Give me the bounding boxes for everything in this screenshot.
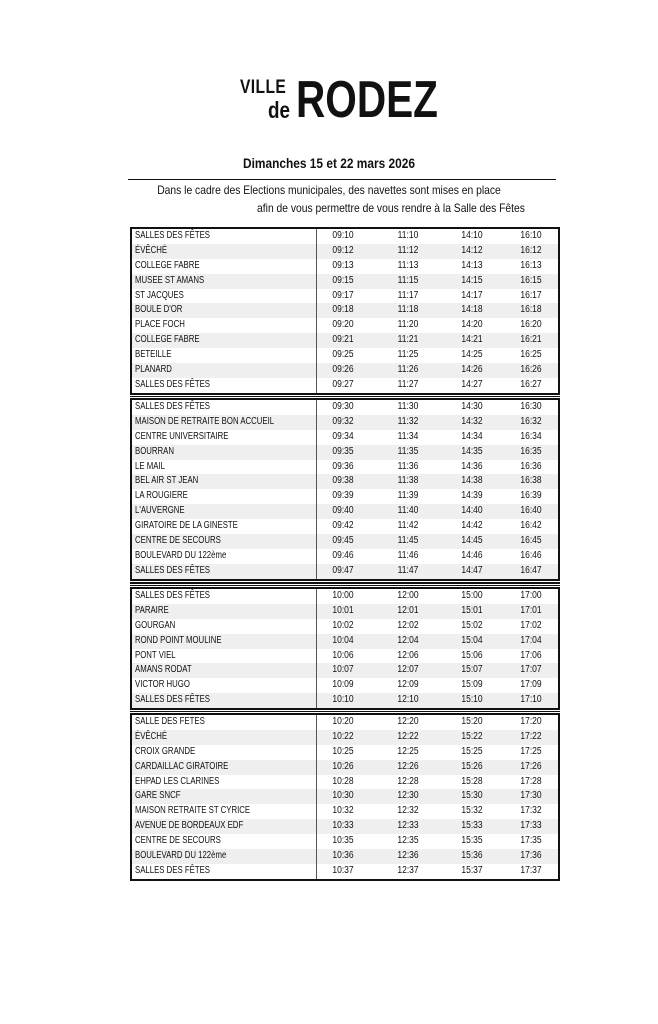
departure-time: 15:36 bbox=[461, 850, 483, 862]
departure-time: 16:39 bbox=[520, 490, 542, 502]
departure-time: 16:34 bbox=[520, 430, 542, 442]
departure-time: 11:18 bbox=[397, 304, 419, 316]
departure-time: 17:26 bbox=[520, 760, 542, 772]
departure-time: 16:38 bbox=[520, 475, 542, 487]
stop-name: BEL AIR ST JEAN bbox=[135, 475, 199, 487]
table-row bbox=[132, 549, 558, 564]
departure-time: 09:46 bbox=[332, 549, 354, 561]
stop-name: SALLES DES FÊTES bbox=[135, 864, 211, 876]
departure-time: 15:32 bbox=[461, 805, 483, 817]
departure-time: 12:07 bbox=[397, 664, 419, 676]
departure-time: 15:25 bbox=[461, 745, 483, 757]
departure-time: 11:40 bbox=[397, 505, 419, 517]
departure-time: 09:40 bbox=[332, 505, 354, 517]
intro-line-1: Dans le cadre des Elections municipales, des navettes sont mises en place bbox=[157, 183, 501, 197]
departure-time: 10:37 bbox=[332, 864, 354, 876]
departure-time: 09:25 bbox=[332, 349, 354, 361]
table-row bbox=[132, 693, 558, 708]
table-row bbox=[132, 229, 558, 244]
departure-time: 12:22 bbox=[397, 730, 419, 742]
stop-name: CENTRE DE SECOURS bbox=[135, 535, 221, 547]
table-row bbox=[132, 745, 558, 760]
departure-time: 12:25 bbox=[397, 745, 419, 757]
stop-name: SALLE DES FETES bbox=[135, 716, 205, 727]
departure-time: 09:13 bbox=[332, 259, 354, 271]
departure-time: 09:12 bbox=[332, 244, 354, 256]
table-row bbox=[132, 619, 558, 634]
departure-time: 15:10 bbox=[461, 694, 483, 706]
stop-name: BOULE D'OR bbox=[135, 304, 183, 316]
stop-name: BOURRAN bbox=[135, 445, 175, 457]
departure-time: 15:35 bbox=[461, 835, 483, 847]
table-row bbox=[132, 430, 558, 445]
stop-name: COLLEGE FABRE bbox=[135, 334, 200, 346]
departure-time: 16:12 bbox=[520, 244, 542, 256]
departure-time: 12:33 bbox=[397, 820, 419, 832]
departure-time: 09:26 bbox=[332, 364, 354, 376]
departure-time: 09:15 bbox=[332, 274, 354, 286]
departure-time: 09:30 bbox=[332, 401, 354, 412]
departure-time: 11:47 bbox=[397, 564, 419, 576]
departure-time: 16:46 bbox=[520, 549, 542, 561]
table-row bbox=[132, 678, 558, 693]
table-row bbox=[132, 534, 558, 549]
table-row bbox=[132, 589, 558, 604]
stop-name: MAISON RETRAITE ST CYRICE bbox=[135, 805, 251, 817]
table-row bbox=[132, 649, 558, 664]
departure-time: 17:36 bbox=[520, 850, 542, 862]
departure-time: 14:13 bbox=[461, 259, 483, 271]
departure-time: 14:46 bbox=[461, 549, 483, 561]
departure-time: 12:37 bbox=[397, 864, 419, 876]
departure-time: 16:17 bbox=[520, 289, 542, 301]
stop-name: MAISON DE RETRAITE BON ACCUEIL bbox=[135, 415, 275, 427]
departure-time: 16:30 bbox=[520, 401, 542, 412]
departure-time: 14:21 bbox=[461, 334, 483, 346]
departure-time: 14:10 bbox=[461, 230, 483, 241]
column-divider bbox=[316, 589, 317, 708]
departure-time: 14:27 bbox=[461, 378, 483, 390]
departure-time: 11:13 bbox=[397, 259, 419, 271]
table-row bbox=[132, 564, 558, 579]
departure-time: 16:20 bbox=[520, 319, 542, 331]
departure-time: 11:45 bbox=[397, 535, 419, 547]
departure-time: 17:37 bbox=[520, 864, 542, 876]
stop-name: PARAIRE bbox=[135, 604, 169, 616]
table-row bbox=[132, 363, 558, 378]
departure-time: 14:20 bbox=[461, 319, 483, 331]
table-row bbox=[132, 504, 558, 519]
departure-time: 09:21 bbox=[332, 334, 354, 346]
table-row bbox=[132, 715, 558, 730]
departure-time: 09:18 bbox=[332, 304, 354, 316]
departure-time: 14:15 bbox=[461, 274, 483, 286]
departure-time: 17:25 bbox=[520, 745, 542, 757]
departure-time: 11:12 bbox=[397, 244, 419, 256]
table-row bbox=[132, 604, 558, 619]
section-separator bbox=[130, 393, 560, 397]
departure-time: 11:42 bbox=[397, 520, 419, 532]
departure-time: 16:26 bbox=[520, 364, 542, 376]
departure-time: 17:04 bbox=[520, 634, 542, 646]
departure-time: 17:22 bbox=[520, 730, 542, 742]
table-row bbox=[132, 849, 558, 864]
departure-time: 14:12 bbox=[461, 244, 483, 256]
departure-time: 16:36 bbox=[520, 460, 542, 472]
departure-time: 16:32 bbox=[520, 415, 542, 427]
intro-line-2: afin de vous permettre de vous rendre à la Salle des Fêtes bbox=[257, 201, 525, 215]
departure-time: 09:27 bbox=[332, 378, 354, 390]
table-row bbox=[132, 775, 558, 790]
departure-time: 09:17 bbox=[332, 289, 354, 301]
departure-time: 12:20 bbox=[397, 716, 419, 727]
departure-time: 10:02 bbox=[332, 619, 354, 631]
table-row bbox=[132, 834, 558, 849]
table-row bbox=[132, 303, 558, 318]
section-separator bbox=[130, 582, 560, 586]
stop-name: COLLEGE FABRE bbox=[135, 259, 200, 271]
departure-time: 14:35 bbox=[461, 445, 483, 457]
route-table-2 bbox=[130, 398, 560, 581]
table-row bbox=[132, 400, 558, 415]
departure-time: 15:28 bbox=[461, 775, 483, 787]
departure-time: 09:39 bbox=[332, 490, 354, 502]
departure-time: 14:38 bbox=[461, 475, 483, 487]
departure-time: 14:47 bbox=[461, 564, 483, 576]
departure-time: 11:36 bbox=[397, 460, 419, 472]
departure-time: 10:09 bbox=[332, 679, 354, 691]
logo-rodez-text: RODEZ bbox=[296, 71, 438, 129]
stop-name: ROND POINT MOULINE bbox=[135, 634, 222, 646]
departure-time: 11:34 bbox=[397, 430, 419, 442]
departure-time: 15:00 bbox=[461, 590, 483, 601]
departure-time: 12:02 bbox=[397, 619, 419, 631]
stop-name: LE MAIL bbox=[135, 460, 165, 472]
departure-time: 17:35 bbox=[520, 835, 542, 847]
departure-time: 10:06 bbox=[332, 649, 354, 661]
table-row bbox=[132, 445, 558, 460]
departure-time: 16:40 bbox=[520, 505, 542, 517]
departure-time: 11:25 bbox=[397, 349, 419, 361]
departure-time: 17:09 bbox=[520, 679, 542, 691]
stop-name: BOULEVARD DU 122ème bbox=[135, 549, 227, 561]
stop-name: GOURGAN bbox=[135, 619, 176, 631]
table-row bbox=[132, 274, 558, 289]
departure-time: 12:06 bbox=[397, 649, 419, 661]
departure-time: 10:20 bbox=[332, 716, 354, 727]
departure-time: 14:26 bbox=[461, 364, 483, 376]
departure-time: 11:30 bbox=[397, 401, 419, 412]
departure-time: 14:45 bbox=[461, 535, 483, 547]
departure-time: 16:27 bbox=[520, 378, 542, 390]
departure-time: 11:26 bbox=[397, 364, 419, 376]
departure-time: 15:04 bbox=[461, 634, 483, 646]
departure-time: 11:46 bbox=[397, 549, 419, 561]
stop-name: ST JACQUES bbox=[135, 289, 184, 301]
table-row bbox=[132, 760, 558, 775]
table-row bbox=[132, 474, 558, 489]
departure-time: 10:07 bbox=[332, 664, 354, 676]
departure-time: 10:35 bbox=[332, 835, 354, 847]
departure-time: 15:20 bbox=[461, 716, 483, 727]
stop-name: PLANARD bbox=[135, 364, 172, 376]
departure-time: 12:30 bbox=[397, 790, 419, 802]
departure-time: 12:10 bbox=[397, 694, 419, 706]
table-row bbox=[132, 318, 558, 333]
table-row bbox=[132, 348, 558, 363]
departure-time: 10:04 bbox=[332, 634, 354, 646]
departure-time: 17:07 bbox=[520, 664, 542, 676]
departure-time: 11:32 bbox=[397, 415, 419, 427]
stop-name: CARDAILLAC GIRATOIRE bbox=[135, 760, 229, 772]
stop-name: PLACE FOCH bbox=[135, 319, 185, 331]
departure-time: 15:26 bbox=[461, 760, 483, 772]
departure-time: 12:00 bbox=[397, 590, 419, 601]
stop-name: SALLES DES FÊTES bbox=[135, 401, 211, 412]
departure-time: 09:47 bbox=[332, 564, 354, 576]
table-row bbox=[132, 259, 558, 274]
departure-time: 12:36 bbox=[397, 850, 419, 862]
stop-name: GIRATOIRE DE LA GINESTE bbox=[135, 520, 238, 532]
departure-time: 16:18 bbox=[520, 304, 542, 316]
departure-time: 17:10 bbox=[520, 694, 542, 706]
departure-time: 16:35 bbox=[520, 445, 542, 457]
departure-time: 14:34 bbox=[461, 430, 483, 442]
table-row bbox=[132, 378, 558, 393]
table-row bbox=[132, 289, 558, 304]
departure-time: 09:45 bbox=[332, 535, 354, 547]
departure-time: 09:32 bbox=[332, 415, 354, 427]
departure-time: 17:20 bbox=[520, 716, 542, 727]
departure-time: 14:18 bbox=[461, 304, 483, 316]
stop-name: SALLES DES FÊTES bbox=[135, 694, 211, 706]
departure-time: 17:01 bbox=[520, 604, 542, 616]
departure-time: 11:15 bbox=[397, 274, 419, 286]
stop-name: CENTRE DE SECOURS bbox=[135, 835, 221, 847]
departure-time: 10:36 bbox=[332, 850, 354, 862]
departure-time: 09:38 bbox=[332, 475, 354, 487]
stop-name: ÉVÊCHÉ bbox=[135, 244, 168, 256]
table-row bbox=[132, 333, 558, 348]
departure-time: 15:09 bbox=[461, 679, 483, 691]
stop-name: SALLES DES FÊTES bbox=[135, 590, 211, 601]
departure-time: 09:20 bbox=[332, 319, 354, 331]
departure-time: 10:32 bbox=[332, 805, 354, 817]
departure-time: 10:30 bbox=[332, 790, 354, 802]
departure-time: 14:17 bbox=[461, 289, 483, 301]
departure-time: 11:21 bbox=[397, 334, 419, 346]
departure-time: 16:25 bbox=[520, 349, 542, 361]
stop-name: EHPAD LES CLARINES bbox=[135, 775, 220, 787]
section-separator bbox=[130, 708, 560, 712]
departure-time: 09:36 bbox=[332, 460, 354, 472]
departure-time: 10:33 bbox=[332, 820, 354, 832]
departure-time: 16:21 bbox=[520, 334, 542, 346]
departure-time: 10:10 bbox=[332, 694, 354, 706]
table-row bbox=[132, 489, 558, 504]
departure-time: 12:28 bbox=[397, 775, 419, 787]
stop-name: ÉVÊCHÉ bbox=[135, 730, 168, 742]
departure-time: 17:28 bbox=[520, 775, 542, 787]
route-table-4 bbox=[130, 713, 560, 881]
table-row bbox=[132, 415, 558, 430]
departure-time: 16:10 bbox=[520, 230, 542, 241]
departure-time: 14:40 bbox=[461, 505, 483, 517]
departure-time: 09:34 bbox=[332, 430, 354, 442]
departure-time: 15:06 bbox=[461, 649, 483, 661]
stop-name: AVENUE DE BORDEAUX EDF bbox=[135, 820, 244, 832]
table-row bbox=[132, 460, 558, 475]
departure-time: 17:00 bbox=[520, 590, 542, 601]
departure-time: 17:32 bbox=[520, 805, 542, 817]
departure-time: 16:15 bbox=[520, 274, 542, 286]
divider bbox=[128, 179, 556, 180]
stop-name: SALLES DES FÊTES bbox=[135, 378, 211, 390]
stop-name: BETEILLE bbox=[135, 349, 172, 361]
departure-time: 15:22 bbox=[461, 730, 483, 742]
column-divider bbox=[316, 400, 317, 579]
departure-time: 12:04 bbox=[397, 634, 419, 646]
route-table-3 bbox=[130, 587, 560, 710]
departure-time: 16:47 bbox=[520, 564, 542, 576]
stop-name: LA ROUGIERE bbox=[135, 490, 188, 502]
table-row bbox=[132, 244, 558, 259]
stop-name: VICTOR HUGO bbox=[135, 679, 190, 691]
departure-time: 09:10 bbox=[332, 230, 354, 241]
departure-time: 15:37 bbox=[461, 864, 483, 876]
stop-name: AMANS RODAT bbox=[135, 664, 192, 676]
table-row bbox=[132, 730, 558, 745]
departure-time: 14:25 bbox=[461, 349, 483, 361]
departure-time: 12:26 bbox=[397, 760, 419, 772]
departure-time: 15:30 bbox=[461, 790, 483, 802]
departure-time: 12:32 bbox=[397, 805, 419, 817]
departure-time: 16:45 bbox=[520, 535, 542, 547]
departure-time: 17:30 bbox=[520, 790, 542, 802]
departure-time: 11:27 bbox=[397, 378, 419, 390]
stop-name: BOULEVARD DU 122ème bbox=[135, 850, 227, 862]
stop-name: CENTRE UNIVERSITAIRE bbox=[135, 430, 229, 442]
departure-time: 16:13 bbox=[520, 259, 542, 271]
departure-time: 15:02 bbox=[461, 619, 483, 631]
departure-time: 11:10 bbox=[397, 230, 419, 241]
column-divider bbox=[316, 715, 317, 879]
departure-time: 14:30 bbox=[461, 401, 483, 412]
departure-time: 14:32 bbox=[461, 415, 483, 427]
departure-time: 10:25 bbox=[332, 745, 354, 757]
departure-time: 17:33 bbox=[520, 820, 542, 832]
departure-time: 15:07 bbox=[461, 664, 483, 676]
table-row bbox=[132, 864, 558, 879]
departure-time: 11:39 bbox=[397, 490, 419, 502]
departure-time: 14:39 bbox=[461, 490, 483, 502]
departure-time: 10:26 bbox=[332, 760, 354, 772]
stop-name: SALLES DES FÊTES bbox=[135, 230, 211, 241]
departure-time: 11:17 bbox=[397, 289, 419, 301]
table-row bbox=[132, 663, 558, 678]
departure-time: 11:38 bbox=[397, 475, 419, 487]
column-divider bbox=[316, 229, 317, 393]
logo-de-text: de bbox=[268, 97, 291, 123]
table-row bbox=[132, 819, 558, 834]
logo-ville-text: VILLE bbox=[240, 77, 287, 98]
table-row bbox=[132, 789, 558, 804]
route-table-1 bbox=[130, 227, 560, 395]
stop-name: PONT VIEL bbox=[135, 649, 176, 661]
departure-time: 17:06 bbox=[520, 649, 542, 661]
stop-name: CROIX GRANDE bbox=[135, 745, 196, 757]
departure-time: 10:28 bbox=[332, 775, 354, 787]
departure-time: 12:01 bbox=[397, 604, 419, 616]
departure-time: 17:02 bbox=[520, 619, 542, 631]
departure-time: 10:22 bbox=[332, 730, 354, 742]
page-title: Dimanches 15 et 22 mars 2026 bbox=[242, 155, 415, 171]
departure-time: 12:09 bbox=[397, 679, 419, 691]
departure-time: 15:01 bbox=[461, 604, 483, 616]
departure-time: 09:35 bbox=[332, 445, 354, 457]
table-row bbox=[132, 804, 558, 819]
ville-de-rodez-logo bbox=[240, 71, 450, 129]
departure-time: 10:01 bbox=[332, 604, 354, 616]
departure-time: 11:35 bbox=[397, 445, 419, 457]
stop-name: L'AUVERGNE bbox=[135, 505, 185, 517]
table-row bbox=[132, 519, 558, 534]
departure-time: 09:42 bbox=[332, 520, 354, 532]
stop-name: GARE SNCF bbox=[135, 790, 181, 802]
departure-time: 10:00 bbox=[332, 590, 354, 601]
departure-time: 15:33 bbox=[461, 820, 483, 832]
stop-name: MUSEE ST AMANS bbox=[135, 274, 205, 286]
departure-time: 16:42 bbox=[520, 520, 542, 532]
departure-time: 12:35 bbox=[397, 835, 419, 847]
stop-name: SALLES DES FÊTES bbox=[135, 564, 211, 576]
table-row bbox=[132, 634, 558, 649]
departure-time: 14:42 bbox=[461, 520, 483, 532]
departure-time: 11:20 bbox=[397, 319, 419, 331]
departure-time: 14:36 bbox=[461, 460, 483, 472]
